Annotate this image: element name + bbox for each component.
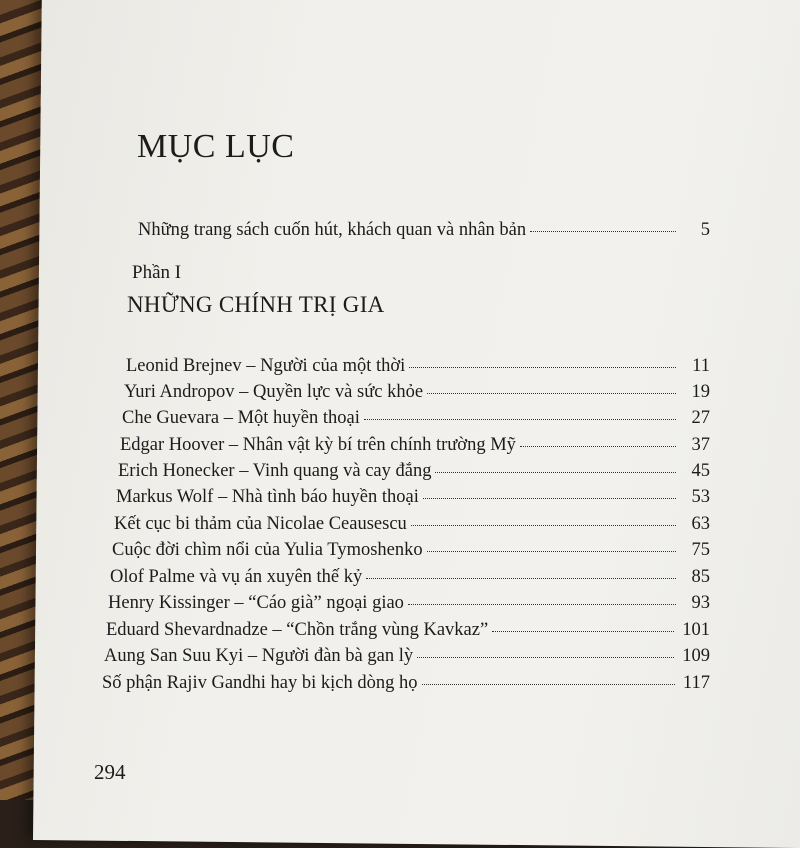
toc-entry-page: 101 (682, 620, 710, 640)
page-title: MỤC LỤC (137, 128, 295, 165)
toc-entry-page: 109 (682, 646, 710, 666)
part-title: NHỮNG CHÍNH TRỊ GIA (127, 292, 385, 317)
toc-entry-page: 19 (691, 382, 710, 402)
toc-entry-page: 37 (691, 435, 710, 455)
toc-entry (116, 487, 710, 508)
toc-entry-label: Aung San Suu Kyi – Người đàn bà gan lỳ (104, 646, 414, 666)
toc-entry (102, 673, 710, 694)
toc-entry-label: Markus Wolf – Nhà tình báo huyền thoại (116, 487, 419, 507)
toc-entry-label: Che Guevara – Một huyền thoại (122, 408, 360, 428)
toc-entry (106, 620, 710, 641)
toc-entry (108, 593, 710, 614)
leader-dots (366, 577, 676, 579)
leader-dots (520, 445, 676, 447)
toc-entry-label: Henry Kissinger – “Cáo già” ngoại giao (108, 593, 404, 613)
toc-entry-page: 85 (691, 567, 710, 587)
toc-entry-label: Eduard Shevardnadze – “Chồn trắng vùng Kavkaz” (106, 620, 489, 640)
toc-entry (124, 382, 710, 403)
toc-entry-label: Kết cục bi thảm của Nicolae Ceausescu (114, 514, 407, 534)
toc-entry-label: Olof Palme và vụ án xuyên thế kỷ (110, 567, 363, 587)
page-number: 294 (94, 760, 126, 784)
toc-entry (122, 408, 710, 429)
leader-dots (364, 418, 676, 420)
toc-intro-line (138, 220, 710, 241)
leader-dots (422, 683, 675, 685)
toc-entry (114, 514, 710, 535)
leader-dots (417, 656, 674, 658)
toc-entry-page: 45 (691, 461, 710, 481)
leader-dots (427, 550, 676, 552)
toc-entry-page: 11 (692, 356, 710, 376)
toc-entry-page: 27 (691, 408, 710, 428)
toc-entry-page: 117 (682, 673, 710, 693)
leader-dots (435, 471, 676, 473)
leader-dots (408, 603, 676, 605)
toc-entry-label: Leonid Brejnev – Người của một thời (126, 356, 406, 376)
toc-entry-page: 5 (700, 220, 710, 240)
toc-entry (112, 540, 710, 561)
toc-entry (104, 646, 710, 667)
part-label: Phần I (132, 262, 182, 283)
leader-dots (423, 497, 676, 499)
leader-dots (409, 366, 676, 368)
leader-dots (492, 630, 674, 632)
toc-entry-label: Những trang sách cuốn hút, khách quan và nhân bản (138, 220, 527, 240)
leader-dots (427, 392, 676, 394)
toc-entry (118, 461, 710, 482)
toc-entry-page: 63 (691, 514, 710, 534)
toc-entry-label: Cuộc đời chìm nổi của Yulia Tymoshenko (112, 540, 423, 560)
toc-entry (126, 356, 710, 377)
toc-entry-page: 53 (691, 487, 710, 507)
toc-entry-page: 75 (691, 540, 710, 560)
toc-entry (120, 435, 710, 456)
toc-entry-label: Erich Honecker – Vinh quang và cay đắng (118, 461, 432, 481)
toc-entry-page: 93 (691, 593, 710, 613)
toc-entry-label: Edgar Hoover – Nhân vật kỳ bí trên chính trường Mỹ (120, 435, 516, 455)
toc-entry (110, 567, 710, 588)
leader-dots (530, 230, 676, 232)
toc-entry-label: Số phận Rajiv Gandhi hay bi kịch dòng họ (102, 673, 418, 693)
toc-entry-label: Yuri Andropov – Quyền lực và sức khỏe (124, 382, 424, 402)
leader-dots (411, 524, 676, 526)
